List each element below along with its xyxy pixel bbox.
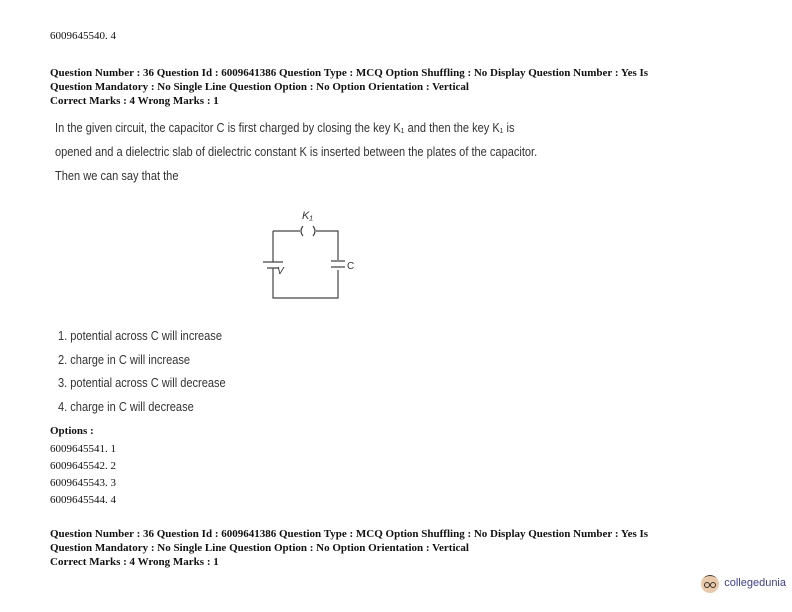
header-line: Correct Marks : 4 Wrong Marks : 1 [50,556,219,568]
battery-label: V [277,266,284,277]
option-item: 6009645543. 3 [50,477,116,489]
question-text [55,120,622,192]
choice-item: 1. potential across C will increase [58,328,222,343]
header-line: Question Number : 36 Question Id : 6009641386 Question Type : MCQ Option Shuffling : No Display Question Number : Yes Is [50,67,649,79]
answer-choices [58,328,255,422]
question-header [50,527,648,569]
header-line: Question Mandatory : No Single Line Question Option : No Option Orientation : Vertical [50,81,469,93]
option-item: 6009645542. 2 [50,460,116,472]
capacitor-label: C [347,261,355,272]
logo-text: collegedunia [724,577,786,589]
key-label: K₁ [302,210,313,222]
options-label: Options : [50,425,94,437]
collegedunia-logo [699,572,786,594]
capacitor-symbol [331,261,345,267]
choice-item: 4. charge in C will decrease [58,398,194,414]
previous-option-id: 6009645540. 4 [50,30,116,42]
key-symbol [301,226,315,236]
header-line: Question Mandatory : No Single Line Question Option : No Option Orientation : Vertical [50,542,469,554]
question-header [50,66,648,108]
options-list [50,441,116,509]
option-item: 6009645544. 4 [50,494,116,506]
circuit-diagram [255,200,365,305]
circuit-wires [273,231,338,298]
choice-item: 3. potential across C will decrease [58,375,226,390]
mascot-icon [699,572,721,594]
header-line: Question Number : 36 Question Id : 6009641386 Question Type : MCQ Option Shuffling : No Display Question Number : Yes Is [50,528,649,540]
option-item: 6009645541. 1 [50,443,116,455]
question-line: Then we can say that the [55,168,179,183]
question-line: opened and a dielectric slab of dielectric constant K is inserted between the plates of the capacitor. [55,144,538,159]
header-line: Correct Marks : 4 Wrong Marks : 1 [50,95,219,107]
choice-item: 2. charge in C will increase [58,351,191,367]
question-line: In the given circuit, the capacitor C is first charged by closing the key K₁ and then the key K₁ is [55,120,515,135]
